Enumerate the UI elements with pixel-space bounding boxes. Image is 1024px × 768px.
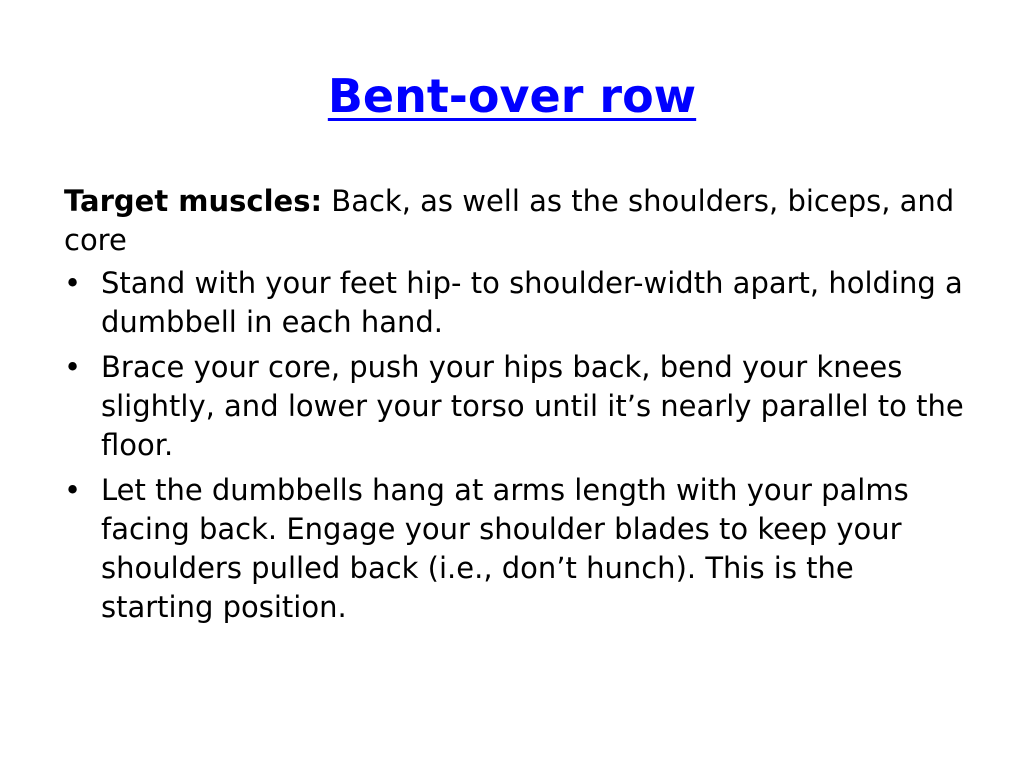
intro-lead: Target muscles:: [64, 184, 323, 218]
list-item: [64, 471, 974, 627]
list-item: [64, 348, 974, 465]
list-item-text: Brace your core, push your hips back, bend your knees slightly, and lower your torso until it’s nearly parallel to the floor.: [101, 350, 964, 462]
bullet-icon: •: [64, 266, 82, 300]
list-item: [64, 264, 974, 342]
slide-body: [64, 182, 974, 633]
bullet-list: [64, 264, 974, 627]
list-item-text: Let the dumbbells hang at arms length with your palms facing back. Engage your shoulder blades to keep your shoulders pulled back (i.e., don’t hunch). This is the starting position.: [101, 473, 909, 624]
intro-paragraph: [64, 182, 974, 260]
slide-title: [0, 66, 1024, 126]
bullet-icon: •: [64, 473, 82, 507]
title-link[interactable]: Bent-over row: [327, 69, 697, 123]
list-item-text: Stand with your feet hip- to shoulder-width apart, holding a dumbbell in each hand.: [101, 266, 963, 339]
intro-text: Back, as well as the shoulders, biceps, and core: [64, 184, 955, 257]
bullet-icon: •: [64, 350, 82, 384]
